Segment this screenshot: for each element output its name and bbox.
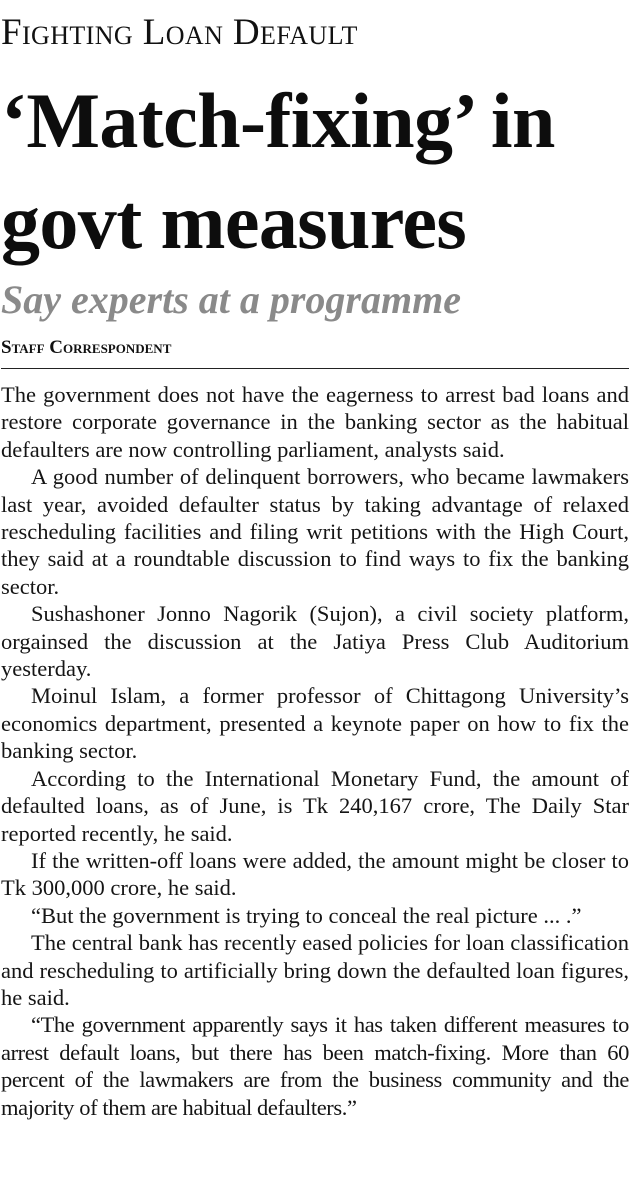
body-paragraph: Moinul Islam, a former professor of Chittagong University’s economics department, presented a keynote paper on how to fix the banking sector. — [1, 683, 629, 764]
byline-divider — [1, 368, 629, 369]
body-paragraph: According to the International Monetary Fund, the amount of defaulted loans, as of June, is Tk 240,167 crore, The Daily Star reported recently, he said. — [1, 765, 629, 846]
article-byline: Staff Correspondent — [1, 337, 172, 358]
body-paragraph: The government does not have the eagerness to arrest bad loans and restore corporate governance in the banking sector as the habitual defaulters are now controlling parliament, analysts said. — [1, 382, 629, 462]
body-paragraph: The central bank has recently eased policies for loan classification and rescheduling to artificially bring down the defaulted loan figures, he said. — [1, 930, 629, 1010]
body-paragraph: A good number of delinquent borrowers, who became lawmakers last year, avoided defaulter status by taking advantage of relaxed rescheduling facilities and filing writ petitions with the High Court, they said at a roundtable discussion to find ways to fix the banking sector. — [1, 464, 629, 599]
article-kicker: Fighting Loan Default — [1, 12, 358, 53]
body-paragraph: “The government apparently says it has taken different measures to arrest default loans, but there has been match-fixing. More than 60 percent of the lawmakers are from the business community and the majority of them are habitual defaulters.” — [1, 1012, 629, 1120]
body-paragraph: “But the government is trying to conceal the real picture ... .” — [31, 902, 582, 928]
body-paragraph: Sushashoner Jonno Nagorik (Sujon), a civil society platform, orgainsed the discussion at the Jatiya Press Club Auditorium yesterday. — [1, 601, 629, 682]
article-body — [1, 381, 629, 1121]
article-subhead: Say experts at a programme — [1, 277, 461, 322]
body-paragraph: If the written-off loans were added, the amount might be closer to Tk 300,000 crore, he said. — [1, 847, 629, 901]
article-headline: ‘Match-fixing’ in govt measures — [1, 77, 555, 265]
